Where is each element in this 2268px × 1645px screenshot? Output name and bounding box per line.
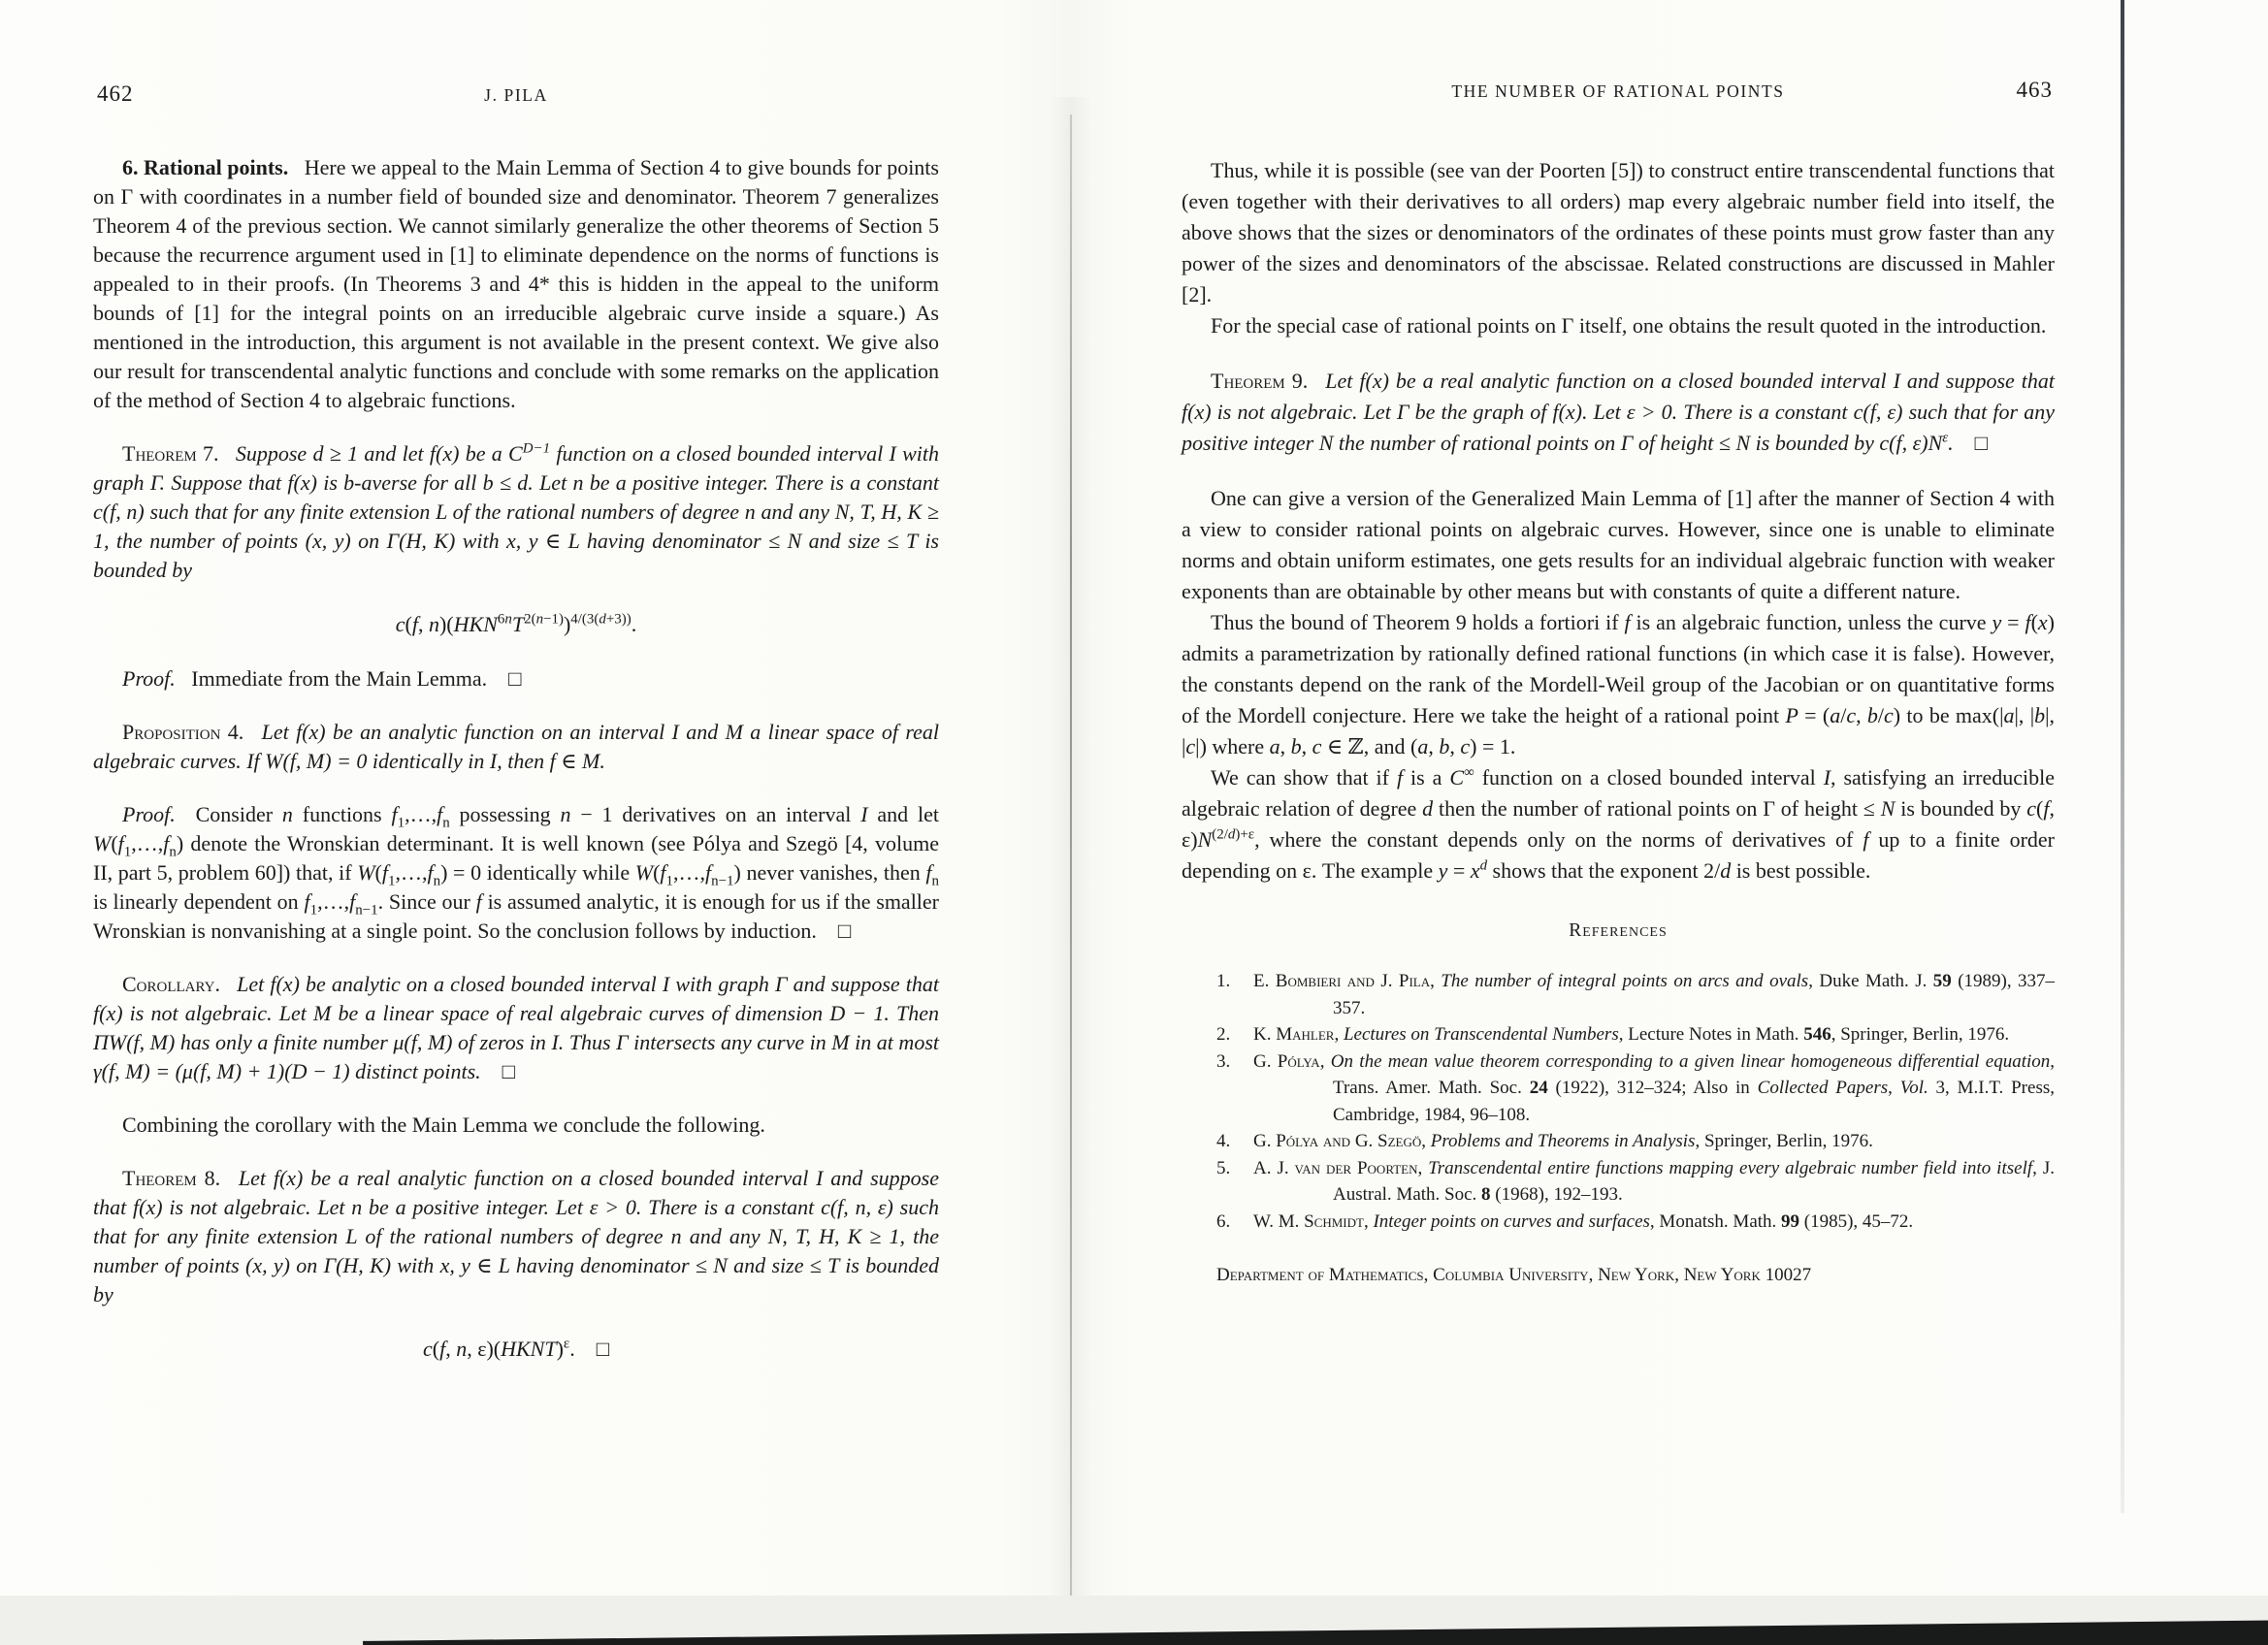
page-463	[1182, 78, 2056, 1291]
reference-item-6	[1216, 1209, 2055, 1236]
reference-text: G. Pólya and G. Szegö, Problems and Theorems in Analysis, Springer, Berlin, 1976.	[1253, 1131, 1873, 1151]
reference-text: A. J. van der Poorten, Transcendental entire functions mapping every algebraic number field into itself, J. Austral. Math. Soc. 8 (1968), 192–193.	[1253, 1157, 2055, 1205]
proof-proposition-4: Proof. Consider n functions $f_1,\dots,f_n$ possessing n − 1 derivatives on an interval I and let $W(f_1,\dots,f_n)$ denote the Wronskian determinant. It is well known (see Pólya and Szegö [4, volume II, part 5, problem 60]) that, if $W(f_1,\dots,f_n) = 0$ identically while $W(f_1,\dots,f_{n-1})$ never vanishes, then $f_n$ is linearly dependent on $f_1,\dots,f_{n-1}$. Since our f is assumed analytic, it is enough for us if the smaller Wronskian is nonvanishing at a single point. So the conclusion follows by induction. □	[93, 802, 940, 943]
generalized-main-lemma-paragraph: One can give a version of the Generalized Main Lemma of [1] after the manner of Section 4 with a view to consider rational points on algebraic curves. However, since one is unable to eliminate norms and obtain uniform estimates, one gets results for an individual algebraic function with weaker exponents than are obtainable by other means but with constants of quite a different nature.	[1182, 486, 2055, 603]
right-page-edge-line	[2121, 0, 2124, 1513]
special-case-paragraph: For the special case of rational points on Γ itself, one obtains the result quoted in the introduction.	[1211, 313, 2047, 338]
affiliation-line: Department of Mathematics, Columbia University, New York, New York 10027	[1216, 1265, 1812, 1285]
c-infinity-paragraph: We can show that if f is a C∞ function on a closed bounded interval I, satisfying an irreducible algebraic relation of degree d then the number of rational points on Γ of height ≤ N is bounded by c(f, $\varepsilon)N^{(2/d)+\varepsilon}$, where the constant depends only on the norms of derivatives of f up to a finite order depending on ε. The example $y = x^d$ shows that the exponent 2/d is best possible.	[1182, 764, 2055, 883]
page-462	[93, 81, 940, 1389]
page-462-header	[93, 81, 939, 114]
theorem-7: Theorem 7. Suppose d ≥ 1 and let f(x) be a $C^{D-1}$ function on a closed bounded interval I with graph Γ. Suppose that f(x) is b-averse for all b ≤ d. Let n be a positive integer. There is a constant c(f, n) such that for any finite extension L of the rational numbers of degree n and any N, T, H, K ≥ 1, the number of points (x, y) on Γ(H, K) with x, y ∈ L having denominator ≤ N and size ≤ T is bounded by	[93, 440, 940, 582]
reference-number: 2.	[1216, 1024, 1231, 1045]
page-463-header	[1182, 78, 2055, 111]
page-gutter-line	[1070, 114, 1072, 1603]
transcendental-functions-paragraph: Thus, while it is possible (see van der Poorten [5]) to construct entire transcendental functions that (even together with their derivatives to all orders) map every algebraic number field into itself, the above shows that the sizes or denominators of the ordinates of these points must grow faster than any power of the sizes and denominators of the abscissae. Related constructions are discussed in Mahler [2].	[1182, 158, 2055, 306]
section-6-intro-paragraph: 6. Rational points. Here we appeal to the Main Lemma of Section 4 to give bounds for points on Γ with coordinates in a number field of bounded size and denominator. Theorem 7 generalizes Theorem 4 of the previous section. We cannot similarly generalize the other theorems of Section 5 because the recurrence argument used in [1] to eliminate dependence on the norms of functions is appealed to in their proofs. (In Theorems 3 and 4* this is hidden in the appeal to the uniform bounds of [1] for the integral points on an irreducible algebraic curve inside a square.) As mentioned in the introduction, this argument is not available in the present context. We give also our result for transcendental analytic functions and conclude with some remarks on the application of the method of Section 4 to algebraic functions.	[93, 155, 939, 412]
theorem-9: Theorem 9. Let f(x) be a real analytic function on a closed bounded interval I and suppose that f(x) is not algebraic. Let Γ be the graph of f(x). Let ε > 0. There is a constant c(f, ε) such that for any positive integer N the number of rational points on Γ of height ≤ N is bounded by c(f, $\varepsilon)N^\varepsilon$. □	[1182, 369, 2056, 455]
page-number-right: 463	[2016, 78, 2053, 102]
reference-number: 3.	[1216, 1050, 1231, 1072]
references-list	[1182, 968, 2055, 1235]
reference-item-4	[1216, 1128, 2055, 1155]
reference-text: W. M. Schmidt, Integer points on curves and surfaces, Monatsh. Math. 99 (1985), 45–72.	[1253, 1210, 1914, 1232]
page-number-left: 462	[97, 81, 134, 106]
reference-item-2	[1216, 1021, 2055, 1048]
reference-text: K. Mahler, Lectures on Transcendental Numbers, Lecture Notes in Math. 546, Springer, Berlin, 1976.	[1253, 1024, 2010, 1045]
reference-item-1	[1216, 968, 2055, 1021]
reference-item-3	[1216, 1048, 2055, 1129]
proof-theorem-7: Proof. Immediate from the Main Lemma. □	[122, 666, 522, 691]
references-heading: References	[1569, 920, 1668, 941]
page-463-body	[1182, 155, 2055, 1291]
reference-text: G. Pólya, On the mean value theorem corresponding to a given linear homogeneous differential equation, Trans. Amer. Math. Soc. 24 (1922), 312–324; Also in Collected Papers, Vol. 3, M.I.T. Press, Cambridge, 1984, 96–108.	[1253, 1050, 2056, 1125]
proposition-4: Proposition 4. Let f(x) be an analytic function on an interval I and M a linear space of real algebraic curves. If W(f, M) = 0 identically in I, then f ∈ M.	[93, 720, 939, 773]
equation-theorem-8-bound: c(f, n, ε)(HKNT)$^\varepsilon$. □	[423, 1336, 609, 1361]
reference-text: E. Bombieri and J. Pila, The number of integral points on arcs and ovals, Duke Math. J. 59 (1989), 337–357.	[1253, 971, 2056, 1018]
page-462-body	[93, 153, 939, 1364]
equation-theorem-7-bound: c(f, $n)(HKN^{6n}T^{2(n-1)})^{4/(3(d+3))}$.	[395, 611, 637, 636]
running-head-right: THE NUMBER OF RATIONAL POINTS	[1451, 81, 1785, 101]
reference-number: 4.	[1216, 1131, 1231, 1151]
reference-item-5	[1216, 1155, 2055, 1209]
running-head-left: J. PILA	[484, 85, 548, 105]
reference-number: 6.	[1216, 1210, 1231, 1232]
theorem-8: Theorem 8. Let f(x) be a real analytic function on a closed bounded interval I and suppose that f(x) is not algebraic. Let n be a positive integer. Let ε > 0. There is a constant c(f, n, ε) such that for any finite extension L of the rational numbers of degree n and any N, T, H, K ≥ 1, the number of points (x, y) on Γ(H, K) with x, y ∈ L having denominator ≤ N and size ≤ T is bounded by	[93, 1166, 939, 1306]
corollary: Corollary. Let f(x) be analytic on a closed bounded interval I with graph Γ and suppose that f(x) is not algebraic. Let M be a linear space of real algebraic curves of dimension D − 1. Then ΠW(f, M) has only a finite number μ(f, M) of zeros in I. Thus Γ intersects any curve in M in at most γ(f, M) = (μ(f, M) + 1)(D − 1) distinct points. □	[93, 972, 939, 1083]
a-fortiori-paragraph: Thus the bound of Theorem 9 holds a fortiori if f is an algebraic function, unless the curve y = f(x) admits a parametrization by rationally defined rational functions (in which case it is false). However, the constants depend on the rank of the Mordell-Weil group of the Jacobian or on quantitative forms of the Mordell conjecture. Here we take the height of a rational point P = (a/c, b/c) to be max(|a|, |b|, |c|) where a, b, c ∈ ℤ, and (a, b, c) = 1.	[1182, 610, 2056, 758]
reference-number: 5.	[1216, 1157, 1231, 1178]
combining-paragraph: Combining the corollary with the Main Lemma we conclude the following.	[122, 1113, 765, 1137]
reference-number: 1.	[1216, 971, 1231, 991]
